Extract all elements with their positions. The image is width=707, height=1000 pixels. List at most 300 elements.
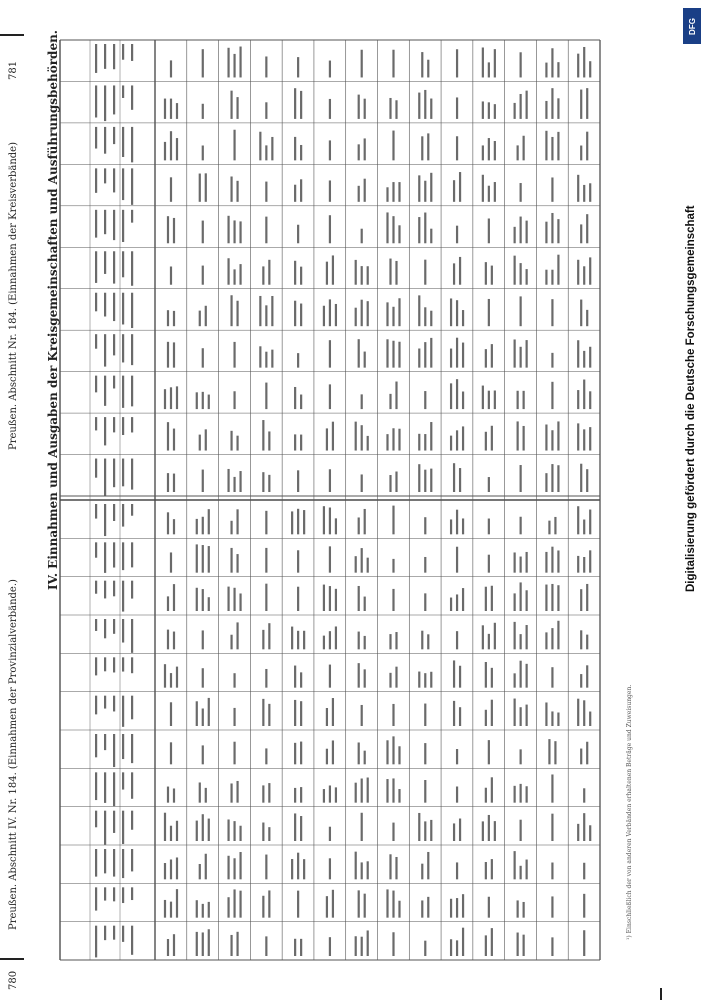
- cell-figure-mark: [367, 558, 369, 573]
- cell-figure-mark: [329, 937, 331, 956]
- cell-figure-mark: [95, 811, 97, 828]
- cell-figure-mark: [208, 929, 210, 956]
- cell-figure-mark: [482, 386, 484, 410]
- cell-figure-mark: [355, 422, 357, 451]
- cell-figure-mark: [554, 517, 556, 534]
- right-running-head: Preußen. Abschnitt Nr. 184. (Einnahmen der Kreisverbände): [8, 142, 19, 450]
- cell-figure-mark: [453, 263, 455, 284]
- cell-figure-mark: [551, 299, 553, 326]
- cell-figure-mark: [398, 429, 400, 451]
- cell-figure-mark: [545, 222, 547, 244]
- cell-figure-mark: [494, 390, 496, 409]
- cell-figure-mark: [491, 344, 493, 368]
- cell-figure-mark: [227, 819, 229, 841]
- cell-figure-mark: [294, 434, 296, 450]
- cell-figure-mark: [358, 742, 360, 764]
- cell-figure-mark: [514, 593, 516, 611]
- cell-figure-mark: [450, 519, 452, 534]
- cell-figure-mark: [95, 376, 97, 393]
- cell-figure-mark: [173, 519, 175, 534]
- cell-figure-mark: [577, 260, 579, 285]
- cell-figure-mark: [170, 702, 172, 726]
- cell-figure-mark: [392, 131, 394, 161]
- cell-figure-mark: [95, 772, 97, 800]
- cell-figure-mark: [526, 664, 528, 688]
- cell-figure-mark: [167, 310, 169, 326]
- cell-figure-mark: [236, 622, 238, 649]
- cell-figure-mark: [485, 432, 487, 451]
- cell-figure-mark: [104, 127, 106, 154]
- cell-figure-mark: [424, 557, 426, 573]
- cell-figure-mark: [199, 435, 201, 451]
- cell-figure-mark: [430, 469, 432, 492]
- cell-figure-mark: [488, 391, 490, 409]
- cell-figure-mark: [392, 50, 394, 78]
- cell-figure-mark: [430, 338, 432, 368]
- cell-figure-mark: [514, 622, 516, 649]
- cell-figure-mark: [526, 269, 528, 285]
- cell-figure-mark: [517, 933, 519, 956]
- cell-figure-mark: [95, 619, 97, 631]
- cell-figure-mark: [233, 391, 235, 409]
- cell-figure-mark: [367, 436, 369, 451]
- cell-figure-mark: [551, 137, 553, 160]
- cell-figure-mark: [329, 180, 331, 201]
- cell-figure-mark: [557, 98, 559, 119]
- footnote: ¹) Einschließlich der von anderen Verbänden erhaltenen Beträge und Zuweisungen.: [626, 684, 633, 940]
- cell-figure-mark: [323, 789, 325, 803]
- cell-figure-mark: [294, 700, 296, 726]
- cell-figure-mark: [459, 666, 461, 688]
- cell-figure-mark: [520, 707, 522, 726]
- cell-figure-mark: [386, 339, 388, 367]
- cell-figure-mark: [113, 811, 115, 833]
- cell-figure-mark: [557, 132, 559, 160]
- cell-figure-mark: [173, 584, 175, 611]
- cell-figure-mark: [418, 295, 420, 326]
- cell-figure-mark: [265, 669, 267, 688]
- cell-figure-mark: [95, 887, 97, 910]
- cell-figure-mark: [398, 746, 400, 764]
- cell-figure-mark: [586, 132, 588, 161]
- cell-figure-mark: [113, 887, 115, 901]
- cell-figure-mark: [583, 520, 585, 535]
- cell-figure-mark: [459, 172, 461, 202]
- cell-figure-mark: [424, 342, 426, 368]
- cell-figure-mark: [297, 57, 299, 77]
- cell-figure-mark: [208, 819, 210, 841]
- cell-figure-mark: [131, 696, 133, 720]
- cell-figure-mark: [329, 665, 331, 688]
- cell-figure-mark: [259, 132, 261, 161]
- cell-figure-mark: [395, 100, 397, 119]
- cell-figure-mark: [577, 556, 579, 573]
- cell-figure-mark: [545, 101, 547, 119]
- cell-figure-mark: [557, 713, 559, 726]
- cell-figure-mark: [386, 434, 388, 450]
- cell-figure-mark: [392, 704, 394, 726]
- cell-figure-mark: [323, 585, 325, 611]
- cell-figure-mark: [265, 102, 267, 119]
- cell-figure-mark: [520, 634, 522, 649]
- cell-figure-mark: [202, 545, 204, 573]
- cell-figure-mark: [104, 168, 106, 183]
- cell-figure-mark: [167, 787, 169, 803]
- cell-figure-mark: [329, 508, 331, 535]
- cell-figure-mark: [453, 463, 455, 492]
- cell-figure-mark: [205, 429, 207, 450]
- cell-figure-mark: [122, 926, 124, 942]
- cell-figure-mark: [113, 657, 115, 672]
- cell-figure-mark: [520, 347, 522, 368]
- cell-figure-mark: [104, 376, 106, 406]
- cell-figure-mark: [95, 926, 97, 958]
- cell-figure-mark: [361, 813, 363, 841]
- cell-figure-mark: [236, 932, 238, 956]
- cell-figure-mark: [202, 392, 204, 409]
- section-title: IV. Einnahmen und Ausgaben der Kreisgemeinschaften und Ausführungsbehörden.: [46, 30, 60, 590]
- cell-figure-mark: [491, 668, 493, 688]
- cell-figure-mark: [459, 819, 461, 841]
- cell-figure-mark: [545, 552, 547, 573]
- cell-figure-mark: [167, 596, 169, 611]
- cell-figure-mark: [239, 471, 241, 492]
- cell-figure-mark: [418, 434, 420, 451]
- cell-figure-mark: [230, 176, 232, 201]
- cell-figure-mark: [548, 521, 550, 535]
- cell-figure-mark: [113, 849, 115, 877]
- cell-figure-mark: [358, 186, 360, 202]
- cell-figure-mark: [122, 696, 124, 727]
- cell-figure-mark: [485, 262, 487, 285]
- cell-figure-mark: [398, 901, 400, 918]
- cell-figure-mark: [300, 787, 302, 803]
- cell-figure-mark: [430, 672, 432, 688]
- cell-figure-mark: [583, 380, 585, 410]
- cell-figure-mark: [462, 894, 464, 917]
- cell-figure-mark: [514, 227, 516, 243]
- cell-figure-mark: [355, 260, 357, 285]
- cell-figure-mark: [329, 586, 331, 611]
- cell-figure-mark: [262, 420, 264, 451]
- cell-figure-mark: [583, 788, 585, 802]
- cell-figure-mark: [456, 940, 458, 956]
- cell-figure-mark: [364, 179, 366, 202]
- cell-figure-mark: [131, 210, 133, 223]
- cell-figure-mark: [122, 619, 124, 643]
- cell-figure-mark: [364, 138, 366, 160]
- cell-figure-mark: [488, 218, 490, 243]
- cell-figure-mark: [332, 698, 334, 726]
- cell-figure-mark: [196, 900, 198, 917]
- cell-figure-mark: [427, 852, 429, 879]
- cell-figure-mark: [545, 63, 547, 78]
- cell-figure-mark: [131, 293, 133, 328]
- cell-figure-mark: [265, 511, 267, 534]
- cell-figure-mark: [583, 700, 585, 726]
- cell-figure-mark: [104, 542, 106, 573]
- cell-figure-mark: [488, 740, 490, 764]
- cell-figure-mark: [358, 339, 360, 367]
- cell-figure-mark: [398, 342, 400, 368]
- cell-figure-mark: [586, 665, 588, 687]
- cell-figure-mark: [548, 739, 550, 764]
- cell-figure-mark: [589, 427, 591, 450]
- cell-figure-mark: [202, 589, 204, 611]
- cell-figure-mark: [122, 210, 124, 242]
- cell-figure-mark: [485, 662, 487, 688]
- cell-figure-mark: [271, 296, 273, 326]
- cell-figure-mark: [300, 939, 302, 956]
- cell-figure-mark: [122, 734, 124, 759]
- cell-figure-mark: [268, 260, 270, 285]
- cell-figure-mark: [389, 98, 391, 119]
- cell-figure-mark: [113, 251, 115, 283]
- cell-figure-mark: [176, 386, 178, 409]
- cell-figure-mark: [230, 431, 232, 451]
- cell-figure-mark: [517, 391, 519, 409]
- cell-figure-mark: [424, 821, 426, 841]
- cell-figure-mark: [170, 859, 172, 879]
- cell-figure-mark: [329, 546, 331, 572]
- cell-figure-mark: [557, 62, 559, 77]
- cell-figure-mark: [300, 91, 302, 119]
- cell-figure-mark: [583, 930, 585, 956]
- cell-figure-mark: [104, 887, 106, 900]
- cell-figure-mark: [545, 424, 547, 450]
- cell-figure-mark: [392, 428, 394, 450]
- cell-figure-mark: [389, 475, 391, 492]
- cell-figure-mark: [202, 814, 204, 841]
- cell-figure-mark: [294, 88, 296, 119]
- cell-figure-mark: [456, 430, 458, 450]
- cell-figure-mark: [202, 904, 204, 918]
- cell-figure-mark: [456, 226, 458, 244]
- cell-figure-mark: [122, 334, 124, 362]
- cell-figure-mark: [482, 145, 484, 160]
- cell-figure-mark: [131, 334, 133, 365]
- cell-figure-mark: [358, 517, 360, 534]
- cell-figure-mark: [233, 742, 235, 765]
- cell-figure-mark: [104, 85, 106, 121]
- cell-figure-mark: [450, 349, 452, 368]
- cell-figure-mark: [233, 220, 235, 243]
- cell-figure-mark: [494, 623, 496, 650]
- cell-figure-mark: [233, 130, 235, 161]
- cell-figure-mark: [551, 863, 553, 880]
- cell-figure-mark: [265, 305, 267, 326]
- cell-figure-mark: [523, 426, 525, 451]
- cell-figure-mark: [424, 470, 426, 492]
- cell-figure-mark: [424, 90, 426, 119]
- cell-figure-mark: [551, 270, 553, 285]
- cell-figure-mark: [520, 183, 522, 202]
- cell-figure-mark: [332, 890, 334, 918]
- cell-figure-mark: [488, 62, 490, 77]
- cell-figure-mark: [230, 783, 232, 802]
- cell-figure-mark: [364, 669, 366, 687]
- cell-figure-mark: [482, 101, 484, 118]
- cell-figure-mark: [95, 542, 97, 557]
- cell-figure-mark: [329, 215, 331, 243]
- cell-figure-mark: [462, 343, 464, 368]
- cell-figure-mark: [361, 425, 363, 450]
- cell-figure-mark: [520, 784, 522, 803]
- cell-figure-mark: [520, 217, 522, 244]
- cell-figure-mark: [392, 736, 394, 764]
- cell-figure-mark: [164, 813, 166, 841]
- cell-figure-mark: [577, 340, 579, 367]
- cell-figure-mark: [297, 509, 299, 535]
- cell-figure-mark: [202, 517, 204, 535]
- cell-figure-mark: [485, 587, 487, 611]
- cell-figure-mark: [418, 464, 420, 492]
- cell-figure-mark: [514, 256, 516, 285]
- cell-figure-mark: [491, 586, 493, 611]
- cell-figure-mark: [113, 459, 115, 488]
- cell-figure-mark: [297, 631, 299, 650]
- cell-figure-mark: [389, 854, 391, 879]
- cell-figure-mark: [430, 99, 432, 119]
- cell-figure-mark: [297, 891, 299, 918]
- cell-figure-mark: [462, 928, 464, 956]
- cell-figure-mark: [557, 585, 559, 611]
- cell-figure-mark: [113, 504, 115, 521]
- cell-figure-mark: [589, 510, 591, 535]
- cell-figure-mark: [113, 293, 115, 321]
- cell-figure-mark: [122, 293, 124, 325]
- cell-figure-mark: [131, 734, 133, 763]
- cell-figure-mark: [361, 474, 363, 492]
- cell-figure-mark: [95, 459, 97, 478]
- cell-figure-mark: [227, 587, 229, 611]
- cell-figure-mark: [227, 258, 229, 284]
- cell-figure-mark: [551, 896, 553, 917]
- cell-figure-mark: [233, 889, 235, 917]
- cell-figure-mark: [202, 49, 204, 77]
- cell-figure-mark: [196, 544, 198, 572]
- cell-figure-mark: [173, 342, 175, 367]
- cell-figure-mark: [424, 307, 426, 326]
- cell-figure-mark: [361, 548, 363, 573]
- cell-figure-mark: [355, 852, 357, 880]
- cell-figure-mark: [173, 934, 175, 956]
- left-running-head: Preußen. Abschnitt IV. Nr. 184. (Einnahmen der Provinzialverbände.): [8, 579, 19, 930]
- cell-figure-mark: [551, 177, 553, 201]
- cell-figure-mark: [392, 307, 394, 326]
- cell-figure-mark: [586, 88, 588, 119]
- cell-figure-mark: [580, 630, 582, 649]
- cell-figure-mark: [364, 352, 366, 368]
- cell-figure-mark: [294, 261, 296, 285]
- cell-figure-mark: [233, 269, 235, 284]
- cell-figure-mark: [265, 145, 267, 160]
- cell-figure-mark: [389, 259, 391, 285]
- cell-figure-mark: [456, 49, 458, 77]
- cell-figure-mark: [364, 751, 366, 765]
- cell-figure-mark: [586, 310, 588, 326]
- cell-figure-mark: [418, 349, 420, 368]
- cell-figure-mark: [202, 708, 204, 726]
- cell-figure-mark: [554, 741, 556, 764]
- cell-figure-mark: [583, 557, 585, 573]
- cell-figure-mark: [545, 585, 547, 611]
- cell-figure-mark: [424, 780, 426, 803]
- cell-figure-mark: [551, 667, 553, 687]
- cell-figure-mark: [233, 588, 235, 611]
- cell-figure-mark: [265, 584, 267, 611]
- cell-figure-mark: [389, 634, 391, 649]
- cell-figure-mark: [424, 181, 426, 202]
- cell-figure-mark: [104, 334, 106, 366]
- cell-figure-mark: [523, 935, 525, 956]
- cell-figure-mark: [199, 311, 201, 327]
- cell-figure-mark: [424, 260, 426, 285]
- cell-figure-mark: [176, 857, 178, 879]
- cell-figure-mark: [389, 673, 391, 688]
- cell-figure-mark: [364, 894, 366, 918]
- cell-figure-mark: [335, 589, 337, 611]
- cell-figure-mark: [418, 175, 420, 201]
- cell-figure-mark: [170, 131, 172, 160]
- cell-figure-mark: [545, 632, 547, 649]
- cell-figure-mark: [104, 696, 106, 709]
- cell-figure-mark: [332, 422, 334, 451]
- cell-figure-mark: [551, 88, 553, 119]
- cell-figure-mark: [104, 772, 106, 803]
- cell-figure-mark: [167, 216, 169, 243]
- cell-figure-mark: [517, 421, 519, 450]
- cell-figure-mark: [164, 99, 166, 119]
- cell-figure-mark: [482, 625, 484, 649]
- cell-figure-mark: [104, 849, 106, 873]
- cell-figure-mark: [113, 85, 115, 114]
- cell-figure-mark: [291, 859, 293, 879]
- cell-figure-mark: [462, 588, 464, 611]
- cell-figure-mark: [580, 300, 582, 327]
- cell-figure-mark: [131, 811, 133, 830]
- cell-figure-mark: [580, 224, 582, 243]
- cell-figure-mark: [456, 510, 458, 535]
- cell-figure-mark: [205, 173, 207, 201]
- cell-figure-mark: [122, 849, 124, 878]
- cell-figure-mark: [551, 774, 553, 802]
- cell-figure-mark: [395, 382, 397, 410]
- cell-figure-mark: [551, 547, 553, 573]
- cell-figure-mark: [589, 712, 591, 726]
- cell-figure-mark: [205, 788, 207, 803]
- cell-figure-mark: [551, 814, 553, 841]
- cell-figure-mark: [236, 181, 238, 202]
- cell-figure-mark: [230, 548, 232, 573]
- cell-figure-mark: [297, 470, 299, 492]
- cell-figure-mark: [230, 295, 232, 326]
- cell-figure-mark: [176, 821, 178, 841]
- cell-figure-mark: [291, 511, 293, 534]
- cell-figure-mark: [450, 899, 452, 918]
- cell-figure-mark: [488, 555, 490, 573]
- cell-figure-mark: [364, 99, 366, 119]
- cell-figure-mark: [208, 597, 210, 611]
- cell-figure-mark: [104, 210, 106, 234]
- cell-figure-mark: [361, 937, 363, 956]
- cell-figure-mark: [386, 212, 388, 243]
- cell-figure-mark: [294, 137, 296, 160]
- cell-figure-mark: [329, 827, 331, 841]
- cell-figure-mark: [196, 932, 198, 956]
- cell-figure-mark: [545, 270, 547, 285]
- cell-figure-mark: [167, 342, 169, 368]
